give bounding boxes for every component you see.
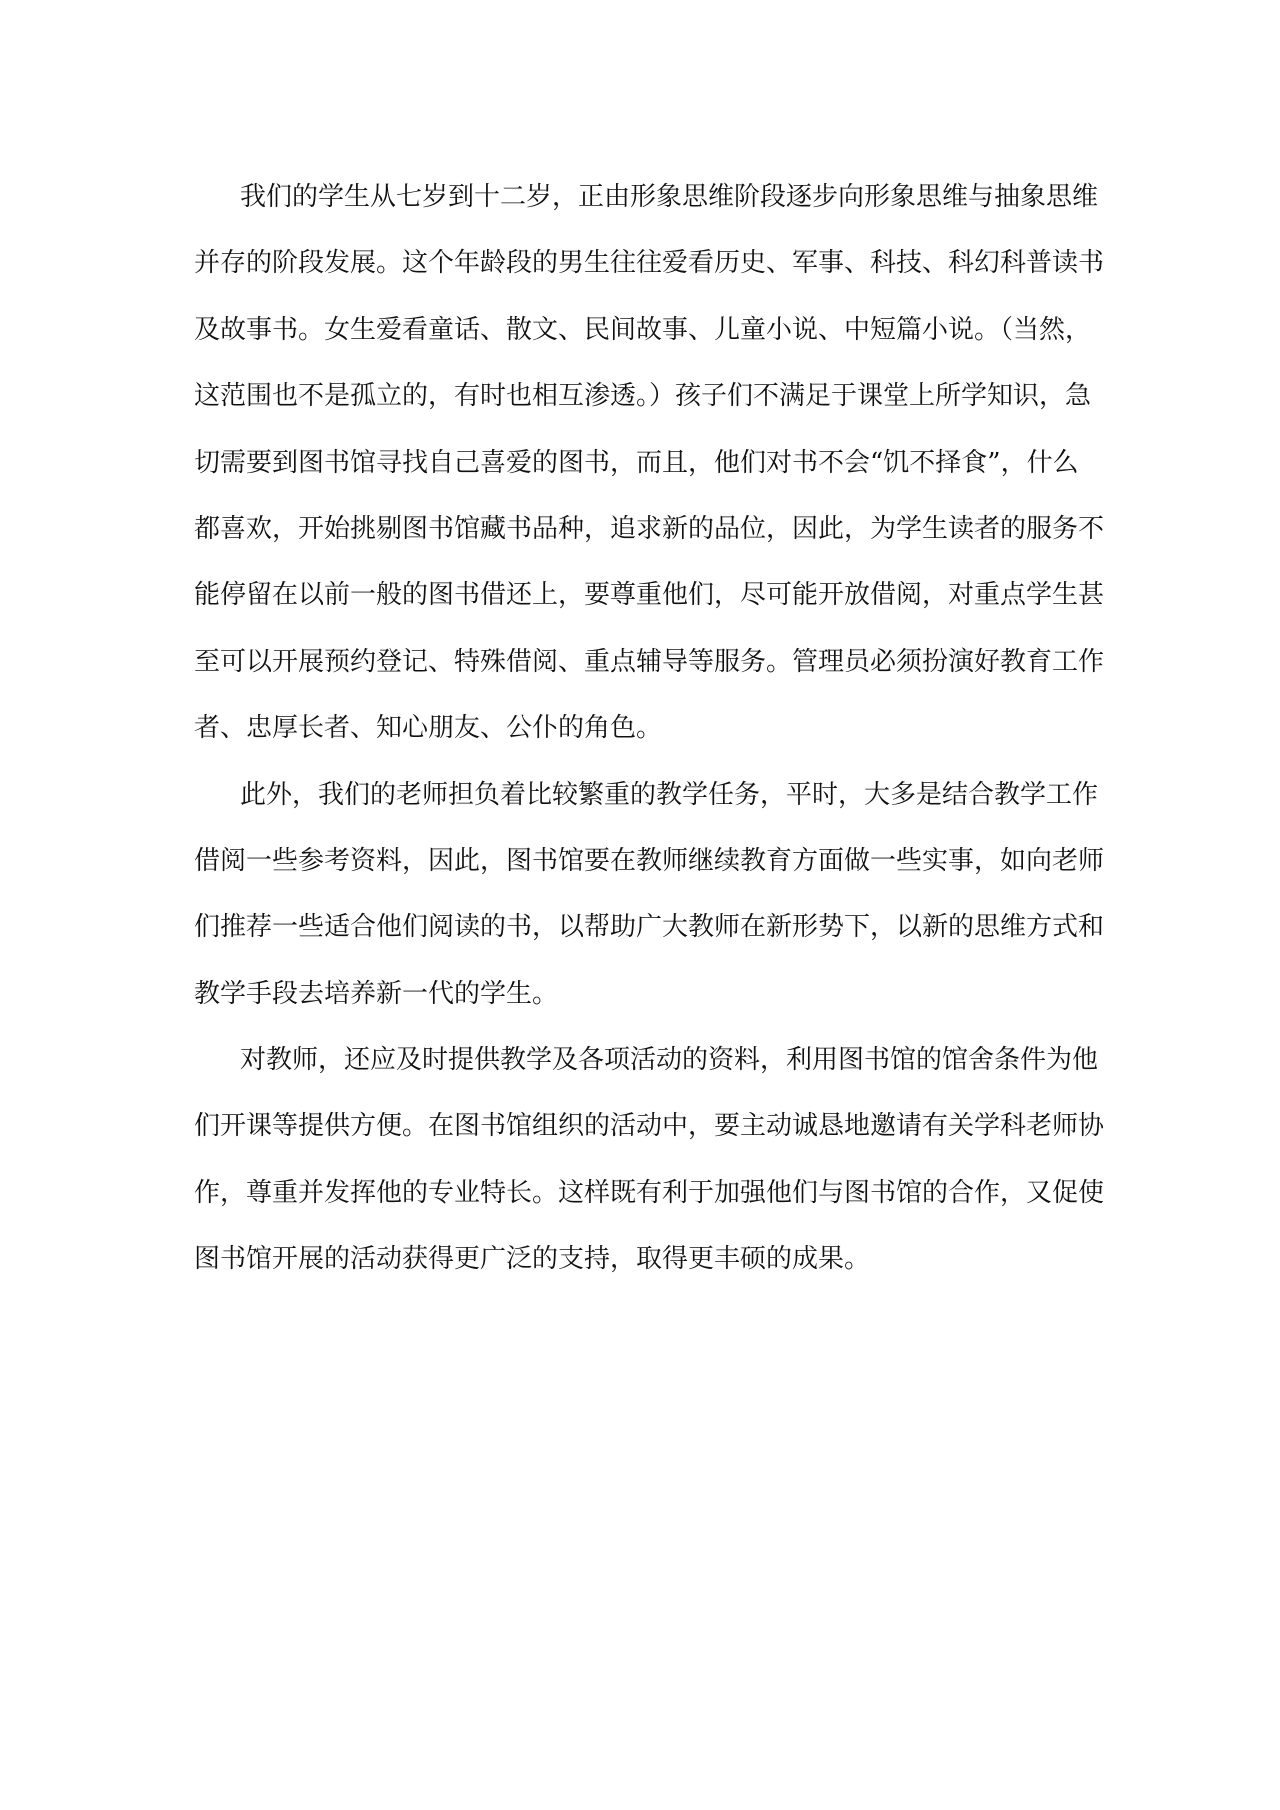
paragraph-2 [194, 762, 1105, 1028]
paragraph-1-line-8: 至可以开展预约登记、特殊借阅、重点辅导等服务。管理员必须扮演好教育工作 [194, 646, 1105, 677]
paragraph-2-line-2: 借阅一些参考资料，因此，图书馆要在教师继续教育方面做一些实事，如向老师 [194, 845, 1105, 876]
paragraph-3-line-4: 图书馆开展的活动获得更广泛的支持，取得更丰硕的成果。 [194, 1244, 871, 1275]
document-body [194, 164, 1105, 1293]
paragraph-1-line-5: 切需要到图书馆寻找自己喜爱的图书，而且，他们对书不会“饥不择食”，什么 [194, 447, 1079, 478]
paragraph-3-line-2: 们开课等提供方便。在图书馆组织的活动中，要主动诚恳地邀请有关学科老师协 [194, 1111, 1105, 1142]
paragraph-1 [194, 164, 1105, 762]
paragraph-2-line-3: 们推荐一些适合他们阅读的书，以帮助广大教师在新形势下，以新的思维方式和 [194, 912, 1105, 943]
paragraph-1-line-3: 及故事书。女生爱看童话、散文、民间故事、儿童小说、中短篇小说。（当然， [194, 314, 1092, 345]
paragraph-2-line-4: 教学手段去培养新一代的学生。 [194, 978, 559, 1009]
paragraph-1-line-9: 者、忠厚长者、知心朋友、公仆的角色。 [194, 713, 663, 744]
paragraph-3-line-1: 对教师，还应及时提供教学及各项活动的资料，利用图书馆的馆舍条件为他 [240, 1045, 1099, 1076]
paragraph-3 [194, 1027, 1105, 1293]
paragraph-1-line-4: 这范围也不是孤立的，有时也相互渗透。）孩子们不满足于课堂上所学知识，急 [194, 381, 1092, 412]
paragraph-1-line-6: 都喜欢，开始挑剔图书馆藏书品种，追求新的品位，因此，为学生读者的服务不 [194, 513, 1105, 544]
paragraph-1-line-2: 并存的阶段发展。这个年龄段的男生往往爱看历史、军事、科技、科幻科普读书 [194, 248, 1105, 279]
paragraph-2-line-1: 此外，我们的老师担负着比较繁重的教学任务，平时，大多是结合教学工作 [240, 779, 1099, 810]
paragraph-1-line-1: 我们的学生从七岁到十二岁，正由形象思维阶段逐步向形象思维与抽象思维 [240, 182, 1099, 212]
paragraph-3-line-3: 作，尊重并发挥他的专业特长。这样既有利于加强他们与图书馆的合作，又促使 [194, 1177, 1105, 1208]
paragraph-1-line-7: 能停留在以前一般的图书借还上，要尊重他们，尽可能开放借阅，对重点学生甚 [194, 580, 1105, 611]
